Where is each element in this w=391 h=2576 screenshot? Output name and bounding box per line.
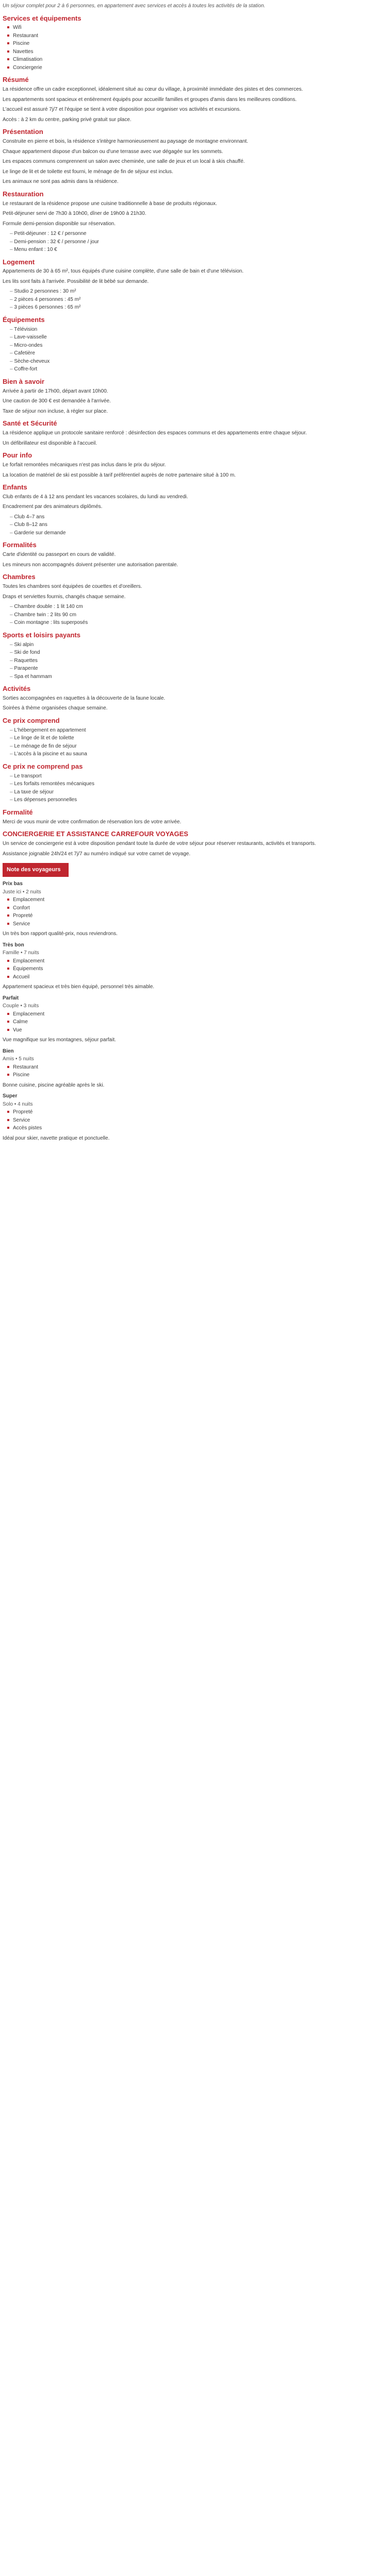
review-criterion: Service [12,1116,388,1125]
page [0,0,391,1149]
paragraph: Encadrement par des animateurs diplômés. [3,504,103,510]
paragraph: Club enfants de 4 à 12 ans pendant les vacances scolaires, du lundi au vendredi. [3,494,188,500]
paragraph: Une caution de 300 € est demandée à l'arrivée. [3,398,111,404]
review-text: Vue magnifique sur les montagnes, séjour parfait. [3,1037,116,1043]
list-item: – Parapente [10,665,388,673]
service-item: Conciergerie [12,64,388,72]
review-criteria [3,896,388,928]
logement-body [3,267,388,285]
review-meta: Solo • 4 nuits [3,1101,33,1107]
service-item: Piscine [12,40,388,48]
review-title: Super [3,1093,18,1099]
review-title: Parfait [3,995,19,1001]
review-item [3,1047,388,1090]
review-item [3,880,388,938]
review-criterion: Piscine [12,1071,388,1079]
paragraph: Toutes les chambres sont équipées de couettes et d'oreillers. [3,584,142,590]
review-criterion: Accueil [12,973,388,981]
enfants-list [3,513,388,537]
list-item: – L'hébergement en appartement [10,726,388,735]
chambres-list [3,603,388,627]
review-item [3,1092,388,1142]
paragraph: Draps et serviettes fournis, changés chaque semaine. [3,594,126,600]
section-title-logement: Logement [3,258,35,266]
service-item: Restaurant [12,32,388,40]
paragraph: Les espaces communs comprennent un salon avec cheminée, une salle de jeux et un local à skis chauffé. [3,159,245,165]
enfants-body [3,493,388,511]
section-title-chambres: Chambres [3,573,36,581]
review-criterion: Confort [12,904,388,912]
list-item: – Le ménage de fin de séjour [10,742,388,751]
review-criteria [3,1010,388,1035]
review-text: Appartement spacieux et très bien équipé, personnel très aimable. [3,984,155,990]
service-item: Climatisation [12,56,388,64]
services-list [3,24,388,72]
list-item: – Cafetière [10,349,388,358]
review-criterion: Équipements [12,965,388,973]
paragraph: Arrivée à partir de 17h00, départ avant 10h00. [3,388,108,394]
list-item: – Spa et hammam [10,673,388,681]
resume-body [3,86,388,124]
paragraph: Merci de vous munir de votre confirmation de réservation lors de votre arrivée. [3,819,182,825]
section-title-resume: Résumé [3,76,29,84]
list-item: – Garderie sur demande [10,529,388,537]
paragraph: Carte d'identité ou passeport en cours de validité. [3,552,116,558]
review-title: Très bon [3,942,24,948]
paragraph: La résidence offre un cadre exceptionnel, idéalement situé au cœur du village, à proximité immédiate des pistes et des commerces. [3,87,303,93]
pour-info-body [3,461,388,479]
non-compris-list [3,772,388,804]
section-title-compris: Ce prix comprend [3,716,60,724]
restauration-body [3,200,388,228]
review-title: Bien [3,1048,14,1054]
sante-body [3,429,388,447]
list-item: – Petit-déjeuner : 12 € / personne [10,230,388,238]
section-title-restauration: Restauration [3,190,44,198]
section-title-pour-info: Pour info [3,451,32,460]
section-title-conciergerie: CONCIERGERIE ET ASSISTANCE CARREFOUR VOYAGES [3,830,188,838]
reviews-list [3,880,388,1142]
equipements-list [3,326,388,374]
notes-header: Note des voyageurs [3,863,69,877]
list-item: – 2 pièces 4 personnes : 45 m² [10,296,388,304]
paragraph: La location de matériel de ski est possible à tarif préférentiel auprès de notre partenaire situé à 100 m. [3,472,236,478]
list-item: – 3 pièces 6 personnes : 65 m² [10,303,388,312]
section-title-activites: Activités [3,685,31,693]
review-criteria [3,1108,388,1132]
paragraph: Construite en pierre et bois, la résidence s'intègre harmonieusement au paysage de montagne environnant. [3,139,249,145]
intro-text: Un séjour complet pour 2 à 6 personnes, en appartement avec services et accès à toutes les activités de la station. [3,3,266,9]
paragraph: Les appartements sont spacieux et entièrement équipés pour accueillir familles et groupes d'amis dans les meilleures conditions. [3,96,297,103]
review-text: Un très bon rapport qualité-prix, nous reviendrons. [3,931,118,937]
presentation-body [3,138,388,186]
list-item: – Coffre-fort [10,365,388,374]
paragraph: L'accueil est assuré 7j/7 et l'équipe se tient à votre disposition pour organiser vos activités et excursions. [3,107,241,113]
service-item: Wifi [12,24,388,32]
review-criterion: Vue [12,1026,388,1035]
section-title-services: Services et équipements [3,14,82,22]
paragraph: La résidence applique un protocole sanitaire renforcé : désinfection des espaces communs et des appartements entre chaque séjour. [3,430,307,436]
review-text: Bonne cuisine, piscine agréable après le ski. [3,1082,105,1088]
list-item: – Le transport [10,772,388,781]
review-meta: Famille • 7 nuits [3,950,39,956]
review-criterion: Emplacement [12,957,388,965]
section-title-sports: Sports et loisirs payants [3,631,80,639]
list-item: – L'accès à la piscine et au sauna [10,750,388,758]
paragraph: Taxe de séjour non incluse, à régler sur place. [3,408,108,414]
list-item: – Chambre twin : 2 lits 90 cm [10,611,388,619]
section-title-formalite: Formalité [3,808,33,816]
paragraph: Accès : à 2 km du centre, parking privé gratuit sur place. [3,116,132,123]
list-item: – Lave-vaisselle [10,333,388,342]
paragraph: Les animaux ne sont pas admis dans la résidence. [3,179,119,185]
review-meta: Amis • 5 nuits [3,1056,34,1062]
list-item: – Ski de fond [10,649,388,657]
service-item: Navettes [12,48,388,56]
section-title-bien-a-savoir: Bien à savoir [3,377,44,385]
list-item: – Demi-pension : 32 € / personne / jour [10,238,388,246]
activites-body [3,694,388,713]
list-item: – Les forfaits remontées mécaniques [10,780,388,788]
restauration-list [3,230,388,254]
review-criterion: Propreté [12,1108,388,1116]
paragraph: Formule demi-pension disponible sur réservation. [3,221,116,227]
list-item: – Club 8–12 ans [10,521,388,529]
section-title-presentation: Présentation [3,128,43,136]
paragraph: Sorties accompagnées en raquettes à la découverte de la faune locale. [3,695,166,701]
bien-a-savoir-body [3,387,388,416]
chambres-body [3,583,388,601]
review-item [3,994,388,1044]
section-title-formalites: Formalités [3,541,37,549]
list-item: – Chambre double : 1 lit 140 cm [10,603,388,611]
list-item: – Le linge de lit et de toilette [10,734,388,742]
review-meta: Juste ici • 2 nuits [3,889,41,895]
section-title-equipements: Équipements [3,315,45,324]
formalite-body [3,818,388,826]
paragraph: Petit-déjeuner servi de 7h30 à 10h00, dîner de 19h00 à 21h30. [3,211,146,217]
review-criterion: Accès pistes [12,1124,388,1132]
list-item: – Télévision [10,326,388,334]
paragraph: Le restaurant de la résidence propose une cuisine traditionnelle à base de produits régionaux. [3,200,217,207]
list-item: – Coin montagne : lits superposés [10,619,388,627]
paragraph: Les mineurs non accompagnés doivent présenter une autorisation parentale. [3,562,178,568]
paragraph: Les lits sont faits à l'arrivée. Possibilité de lit bébé sur demande. [3,278,149,284]
paragraph: Assistance joignable 24h/24 et 7j/7 au numéro indiqué sur votre carnet de voyage. [3,851,191,857]
list-item: – Raquettes [10,657,388,665]
paragraph: Appartements de 30 à 65 m², tous équipés d'une cuisine complète, d'une salle de bain et d'une télévision. [3,268,244,275]
list-item: – Menu enfant : 10 € [10,246,388,254]
review-criteria [3,957,388,981]
review-item [3,941,388,991]
review-text: Idéal pour skier, navette pratique et ponctuelle. [3,1135,110,1141]
logement-list [3,287,388,312]
review-criterion: Restaurant [12,1063,388,1072]
paragraph: Le linge de lit et de toilette est fourni, le ménage de fin de séjour est inclus. [3,168,173,175]
list-item: – La taxe de séjour [10,788,388,796]
section-title-enfants: Enfants [3,483,27,492]
review-criterion: Service [12,920,388,928]
conciergerie-body [3,840,388,858]
list-item: – Club 4–7 ans [10,513,388,521]
list-item: – Ski alpin [10,641,388,649]
list-item: – Micro-ondes [10,342,388,350]
section-title-non-compris: Ce prix ne comprend pas [3,762,83,770]
review-criterion: Calme [12,1018,388,1026]
section-title-sante: Santé et Sécurité [3,419,57,428]
paragraph: Un service de conciergerie est à votre disposition pendant toute la durée de votre séjour pour réserver restaurants, activités et transports. [3,841,316,847]
review-criterion: Emplacement [12,896,388,904]
list-item: – Les dépenses personnelles [10,796,388,804]
review-criterion: Propreté [12,912,388,920]
list-item: – Sèche-cheveux [10,358,388,366]
compris-list [3,726,388,758]
paragraph: Le forfait remontées mécaniques n'est pas inclus dans le prix du séjour. [3,462,166,468]
paragraph: Soirées à thème organisées chaque semaine. [3,705,108,711]
formalites-body [3,551,388,569]
paragraph: Chaque appartement dispose d'un balcon ou d'une terrasse avec vue dégagée sur les sommets. [3,148,223,155]
review-criterion: Emplacement [12,1010,388,1019]
paragraph: Un défibrillateur est disponible à l'accueil. [3,440,97,446]
review-meta: Couple • 3 nuits [3,1003,39,1009]
review-title: Prix bas [3,881,23,887]
review-criteria [3,1063,388,1079]
list-item: – Studio 2 personnes : 30 m² [10,287,388,296]
sports-list [3,641,388,681]
